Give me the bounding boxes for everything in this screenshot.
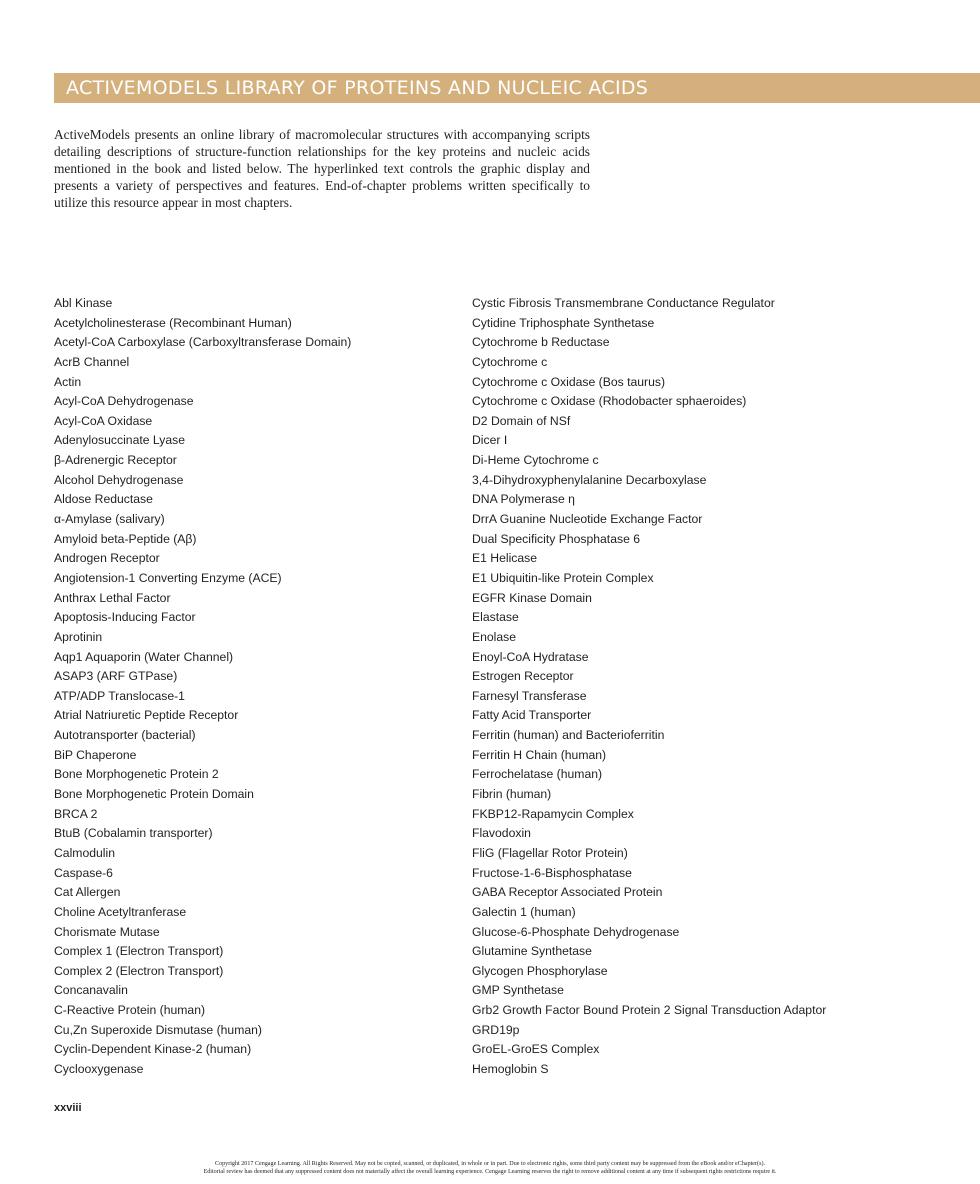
page-number: xxviii: [54, 1102, 82, 1114]
protein-list-item: Cytochrome c: [472, 354, 548, 369]
left-protein-list: [54, 294, 454, 1080]
protein-list-item: Calmodulin: [54, 845, 115, 860]
protein-list-item: Cytochrome c Oxidase (Bos taurus): [472, 374, 666, 389]
section-banner: [54, 73, 980, 103]
protein-list-item: E1 Helicase: [472, 551, 538, 566]
protein-list-item: Fibrin (human): [472, 787, 552, 802]
protein-list-item: Ferrochelatase (human): [472, 767, 603, 782]
protein-list-item: AcrB Channel: [54, 354, 130, 369]
protein-list-item: Cyclooxygenase: [54, 1061, 144, 1076]
protein-list-item: Acyl-CoA Dehydrogenase: [54, 394, 194, 409]
protein-list-item: Galectin 1 (human): [472, 904, 576, 919]
protein-list-item: Farnesyl Transferase: [472, 688, 587, 703]
protein-list-item: Glutamine Synthetase: [472, 944, 592, 959]
protein-list-item: Cytochrome c Oxidase (Rhodobacter sphaeroides): [472, 394, 747, 409]
protein-list-item: Cyclin-Dependent Kinase-2 (human): [54, 1042, 252, 1057]
protein-list-item: Cystic Fibrosis Transmembrane Conductance Regulator: [472, 296, 775, 310]
protein-list-item: Bone Morphogenetic Protein Domain: [54, 787, 254, 802]
protein-list-item: Autotransporter (bacterial): [54, 728, 196, 743]
protein-list-item: Dual Specificity Phosphatase 6: [472, 531, 641, 546]
protein-list-item: GroEL-GroES Complex: [472, 1042, 600, 1057]
protein-list-item: D2 Domain of NSf: [472, 413, 571, 428]
protein-list-item: Actin: [54, 374, 82, 389]
protein-list-item: Abl Kinase: [54, 296, 113, 310]
protein-list-item: Caspase-6: [54, 865, 113, 880]
protein-list-item: GMP Synthetase: [472, 983, 564, 998]
protein-list-item: C-Reactive Protein (human): [54, 1003, 206, 1018]
protein-list-item: Glycogen Phosphorylase: [472, 963, 608, 978]
protein-list-item: α-Amylase (salivary): [54, 512, 165, 527]
protein-list-item: β-Adrenergic Receptor: [54, 453, 177, 468]
protein-list-item: Concanavalin: [54, 983, 128, 998]
protein-list-item: DrrA Guanine Nucleotide Exchange Factor: [472, 512, 703, 527]
protein-list-item: Apoptosis-Inducing Factor: [54, 610, 196, 625]
protein-list-item: Hemoglobin S: [472, 1061, 549, 1076]
protein-list-item: Dicer I: [472, 433, 508, 448]
protein-list-item: Anthrax Lethal Factor: [54, 590, 171, 605]
protein-list-item: Aqp1 Aquaporin (Water Channel): [54, 649, 234, 664]
copyright-line-2: Editorial review has deemed that any suppressed content does not materially affect the overall learning experience. Cengage Learning reserves the right to remove additional content at any time if subsequent rights restrictions require it.: [203, 1169, 777, 1175]
protein-list-item: 3,4-Dihydroxyphenylalanine Decarboxylase: [472, 472, 707, 487]
copyright-notice: [0, 1160, 980, 1176]
protein-list-item: Flavodoxin: [472, 826, 531, 841]
protein-list-item: Choline Acetyltranferase: [54, 904, 187, 919]
protein-list-item: Atrial Natriuretic Peptide Receptor: [54, 708, 239, 723]
protein-list-item: BRCA 2: [54, 806, 98, 821]
protein-list-item: Cat Allergen: [54, 885, 121, 900]
protein-list-item: Cytidine Triphosphate Synthetase: [472, 315, 655, 330]
protein-list-item: Elastase: [472, 610, 519, 625]
protein-list-item: DNA Polymerase η: [472, 492, 575, 507]
protein-list-item: ATP/ADP Translocase-1: [54, 688, 185, 703]
right-protein-list: [472, 294, 972, 1080]
banner-title: ACTIVEMODELS LIBRARY OF PROTEINS AND NUCLEIC ACIDS: [66, 77, 649, 99]
protein-list-item: Enolase: [472, 629, 517, 644]
protein-list-item: Acetylcholinesterase (Recombinant Human): [54, 315, 292, 330]
intro-paragraph: ActiveModels presents an online library of macromolecular structures with accompanying scripts detailing descriptions of structure-function relationships for the key proteins and nucleic acids mentioned in the book and listed below. The hyperlinked text controls the graphic display and presents a variety of perspectives and features. End-of-chapter problems written specifically to utilize this resource appear in most chapters.: [54, 127, 590, 210]
protein-list-item: Adenylosuccinate Lyase: [54, 433, 185, 448]
protein-list-item: Complex 2 (Electron Transport): [54, 963, 224, 978]
protein-list-item: GABA Receptor Associated Protein: [472, 885, 663, 900]
protein-list-item: Chorismate Mutase: [54, 924, 160, 939]
protein-list-item: EGFR Kinase Domain: [472, 590, 592, 605]
protein-list-item: Aprotinin: [54, 629, 103, 644]
protein-list-item: Glucose-6-Phosphate Dehydrogenase: [472, 924, 680, 939]
protein-list-item: Cu,Zn Superoxide Dismutase (human): [54, 1022, 262, 1037]
protein-list-item: Fatty Acid Transporter: [472, 708, 592, 723]
protein-list-item: Androgen Receptor: [54, 551, 160, 566]
protein-list-item: Acyl-CoA Oxidase: [54, 413, 153, 428]
protein-list-item: Alcohol Dehydrogenase: [54, 472, 184, 487]
protein-list-item: Fructose-1-6-Bisphosphatase: [472, 865, 632, 880]
protein-list-item: Enoyl-CoA Hydratase: [472, 649, 589, 664]
protein-list-item: Grb2 Growth Factor Bound Protein 2 Signal Transduction Adaptor: [472, 1003, 827, 1018]
protein-list-item: Ferritin (human) and Bacterioferritin: [472, 728, 665, 743]
protein-list-item: BtuB (Cobalamin transporter): [54, 826, 213, 841]
protein-list-item: Cytochrome b Reductase: [472, 335, 610, 350]
protein-list-item: ASAP3 (ARF GTPase): [54, 669, 178, 684]
protein-list-item: Aldose Reductase: [54, 492, 153, 507]
protein-list-item: FliG (Flagellar Rotor Protein): [472, 845, 628, 860]
protein-list-item: E1 Ubiquitin-like Protein Complex: [472, 570, 654, 585]
protein-list-item: Amyloid beta-Peptide (Aβ): [54, 531, 197, 546]
protein-list-item: Bone Morphogenetic Protein 2: [54, 767, 219, 782]
protein-list-item: Complex 1 (Electron Transport): [54, 944, 224, 959]
protein-list-item: Angiotension-1 Converting Enzyme (ACE): [54, 570, 282, 585]
protein-list-item: FKBP12-Rapamycin Complex: [472, 806, 634, 821]
protein-list-item: Acetyl-CoA Carboxylase (Carboxyltransferase Domain): [54, 335, 352, 350]
copyright-line-1: Copyright 2017 Cengage Learning. All Rights Reserved. May not be copied, scanned, or duplicated, in whole or in part. Due to electronic rights, some third party content may be suppressed from the eBook and/or eChapter(s).: [215, 1161, 765, 1167]
protein-list-item: GRD19p: [472, 1022, 520, 1037]
protein-list-item: BiP Chaperone: [54, 747, 137, 762]
protein-list-item: Ferritin H Chain (human): [472, 747, 607, 762]
protein-list-item: Di-Heme Cytochrome c: [472, 453, 599, 468]
protein-list-item: Estrogen Receptor: [472, 669, 574, 684]
